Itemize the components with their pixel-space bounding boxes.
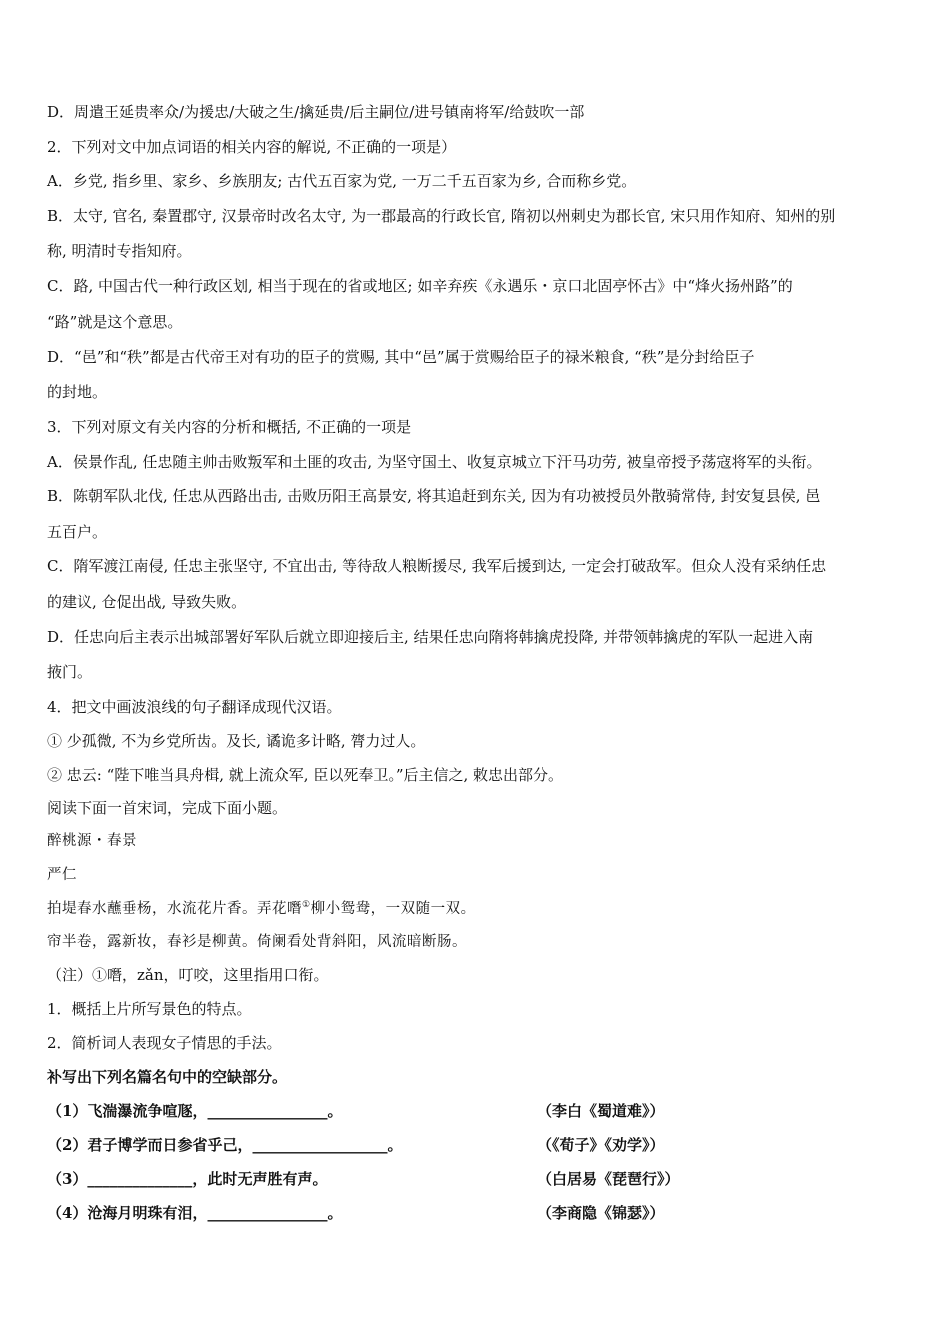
fill-item-3-source: （白居易《琵琶行》）	[537, 1170, 680, 1188]
poem-intro: 阅读下面一首宋词，完成下面小题。	[47, 799, 288, 817]
poem-question-2: 2．简析词人表现女子情思的手法。	[47, 1034, 282, 1052]
q3-option-d-line1: D．任忠向后主表示出城部署好军队后就立即迎接后主, 结果任忠向隋将韩擒虎投降, 并带领韩擒虎的军队一起进入南	[47, 628, 814, 646]
q2-option-a: A．乡党, 指乡里、家乡、乡族朋友; 古代五百家为党, 一万二千五百家为乡, 合而称乡党。	[47, 172, 637, 190]
q3-option-c-line2: 的建议, 仓促出战, 导致失败。	[47, 593, 247, 611]
fill-item-1: （1）飞湍瀑流争喧豗，________________。	[47, 1102, 343, 1120]
q3-stem: 3．下列对原文有关内容的分析和概括, 不正确的一项是	[47, 418, 412, 436]
fill-item-1-source: （李白《蜀道难》）	[537, 1102, 665, 1120]
fill-item-4: （4）沧海月明珠有泪，________________。	[47, 1204, 343, 1222]
footnote-marker: ①	[302, 900, 311, 911]
q3-option-b-line2: 五百户。	[47, 523, 108, 541]
q2-option-b-line2: 称, 明清时专指知府。	[47, 242, 192, 260]
q3-option-a: A．侯景作乱, 任忠随主帅击败叛军和土匪的攻击, 为坚守国土、收复京城立下汗马功劳, 被皇帝授予荡寇将军的头衔。	[47, 453, 822, 471]
q2-stem: 2．下列对文中加点词语的相关内容的解说, 不正确的一项是）	[47, 138, 457, 156]
poem-author: 严仁	[47, 867, 77, 883]
fill-item-3: （3）______________，此时无声胜有声。	[47, 1170, 328, 1188]
fill-stem: 补写出下列名篇名句中的空缺部分。	[47, 1068, 288, 1086]
fill-item-2-source: （《荀子》《劝学》）	[537, 1136, 665, 1154]
poem-title: 醉桃源・春景	[47, 833, 137, 849]
q1-option-d: D．周遣王延贵率众/为援忠/大破之生/擒延贵/后主嗣位/进号镇南将军/给鼓吹一部	[47, 103, 585, 121]
poem-line-1-b: 柳小鸳鸯，一双随一双。	[310, 901, 476, 917]
q3-option-d-line2: 掖门。	[47, 663, 93, 681]
poem-line-1	[47, 899, 907, 919]
q2-option-d-line2: 的封地。	[47, 383, 108, 401]
q4-sentence-2: ② 忠云: “陛下唯当具舟楫, 就上流众军, 臣以死奉卫。”后主信之, 敕忠出部分。	[47, 766, 564, 784]
q3-option-b-line1: B．陈朝军队北伐, 任忠从西路出击, 击败历阳王高景安, 将其追赶到东关, 因为有功被授员外散骑常侍, 封安复县侯, 邑	[47, 487, 821, 505]
q2-option-c-line2: “路”就是这个意思。	[47, 313, 183, 331]
poem-line-1-a: 拍堤春水蘸垂杨，水流花片香。弄花噆	[47, 901, 302, 917]
poem-question-1: 1．概括上片所写景色的特点。	[47, 1000, 252, 1018]
poem-line-2: 帘半卷，露新妆，春衫是柳黄。倚阑看处背斜阳，风流暗断肠。	[47, 934, 467, 950]
q2-option-d-line1: D．“邑”和“秩”都是古代帝王对有功的臣子的赏赐, 其中“邑”属于赏赐给臣子的禄米粮食, “秩”是分封给臣子	[47, 348, 755, 366]
q2-option-b-line1: B．太守, 官名, 秦置郡守, 汉景帝时改名太守, 为一郡最高的行政长官, 隋初以州刺史为郡长官, 宋只用作知府、知州的别	[47, 207, 836, 225]
q4-stem: 4．把文中画波浪线的句子翻译成现代汉语。	[47, 698, 342, 716]
fill-item-2: （2）君子博学而日参省乎己，__________________。	[47, 1136, 403, 1154]
q2-option-c-line1: C．路, 中国古代一种行政区划, 相当于现在的省或地区; 如辛弃疾《永遇乐・京口北固亭怀古》中“烽火扬州路”的	[47, 277, 793, 295]
q3-option-c-line1: C．隋军渡江南侵, 任忠主张坚守, 不宜出击, 等待敌人粮断援尽, 我军后援到达, 一定会打破敌军。但众人没有采纳任忠	[47, 557, 827, 575]
fill-item-4-source: （李商隐《锦瑟》）	[537, 1204, 665, 1222]
q4-sentence-1: ① 少孤微, 不为乡党所齿。及长, 谲诡多计略, 膂力过人。	[47, 732, 426, 750]
poem-note: （注）①噆，zǎn，叮咬，这里指用口衔。	[47, 966, 329, 984]
